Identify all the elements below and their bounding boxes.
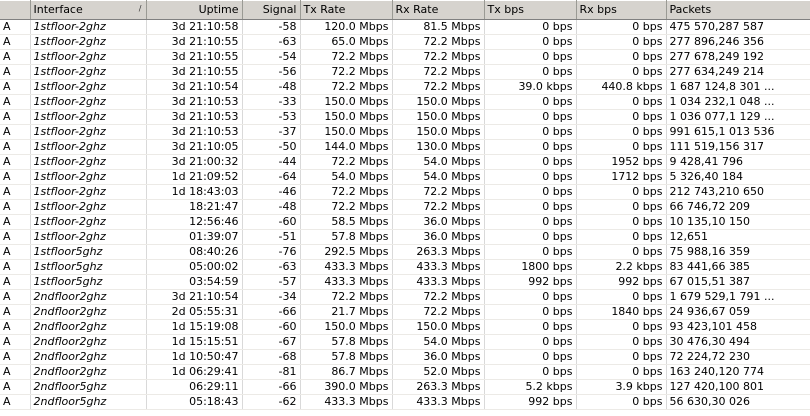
table-row[interactable] bbox=[0, 110, 810, 125]
cell-signal: -34 bbox=[242, 290, 300, 305]
cell-packets: 75 988,16 359 bbox=[666, 245, 810, 260]
cell-tx-rate: 433.3 Mbps bbox=[300, 395, 392, 410]
cell-tx-bps: 0 bps bbox=[484, 245, 576, 260]
cell-packets: 10 135,10 150 bbox=[666, 215, 810, 230]
cell-uptime: 1d 21:09:52 bbox=[146, 170, 242, 185]
cell-uptime: 2d 05:55:31 bbox=[146, 305, 242, 320]
cell-rx-rate: 81.5 Mbps bbox=[392, 20, 484, 35]
cell-packets: 1 687 124,8 301 ... bbox=[666, 80, 810, 95]
cell-flag: A bbox=[0, 65, 30, 80]
table-row[interactable] bbox=[0, 275, 810, 290]
cell-tx-rate: 150.0 Mbps bbox=[300, 95, 392, 110]
cell-uptime: 03:54:59 bbox=[146, 275, 242, 290]
cell-signal: -48 bbox=[242, 80, 300, 95]
cell-interface: 2ndfloor5ghz bbox=[30, 395, 146, 410]
cell-uptime: 1d 10:50:47 bbox=[146, 350, 242, 365]
table-row[interactable] bbox=[0, 125, 810, 140]
cell-interface: 1stfloor-2ghz bbox=[30, 125, 146, 140]
column-header-packets[interactable] bbox=[666, 1, 810, 20]
cell-packets: 475 570,287 587 bbox=[666, 20, 810, 35]
column-header-rx-rate[interactable] bbox=[392, 1, 484, 20]
cell-flag: A bbox=[0, 185, 30, 200]
cell-packets: 24 936,67 059 bbox=[666, 305, 810, 320]
cell-tx-rate: 72.2 Mbps bbox=[300, 80, 392, 95]
cell-tx-rate: 144.0 Mbps bbox=[300, 140, 392, 155]
cell-rx-bps: 0 bps bbox=[576, 350, 666, 365]
cell-rx-bps: 992 bps bbox=[576, 275, 666, 290]
cell-interface: 1stfloor-2ghz bbox=[30, 185, 146, 200]
cell-rx-bps: 1952 bps bbox=[576, 155, 666, 170]
cell-uptime: 05:18:43 bbox=[146, 395, 242, 410]
cell-packets: 111 519,156 317 bbox=[666, 140, 810, 155]
column-header-tx-bps-label: Tx bps bbox=[487, 3, 524, 16]
table-row[interactable] bbox=[0, 230, 810, 245]
cell-signal: -50 bbox=[242, 140, 300, 155]
cell-tx-rate: 390.0 Mbps bbox=[300, 380, 392, 395]
cell-packets: 277 896,246 356 bbox=[666, 35, 810, 50]
column-header-signal-label: Signal bbox=[262, 3, 297, 16]
cell-uptime: 3d 21:10:58 bbox=[146, 20, 242, 35]
table-row[interactable] bbox=[0, 305, 810, 320]
cell-tx-rate: 72.2 Mbps bbox=[300, 200, 392, 215]
table-row[interactable] bbox=[0, 155, 810, 170]
cell-tx-bps: 0 bps bbox=[484, 335, 576, 350]
cell-packets: 1 679 529,1 791 ... bbox=[666, 290, 810, 305]
cell-interface: 2ndfloor2ghz bbox=[30, 350, 146, 365]
cell-rx-rate: 150.0 Mbps bbox=[392, 125, 484, 140]
cell-interface: 2ndfloor5ghz bbox=[30, 380, 146, 395]
cell-tx-bps: 0 bps bbox=[484, 320, 576, 335]
table-body bbox=[0, 20, 810, 410]
cell-tx-rate: 433.3 Mbps bbox=[300, 260, 392, 275]
cell-tx-rate: 86.7 Mbps bbox=[300, 365, 392, 380]
cell-interface: 1stfloor5ghz bbox=[30, 245, 146, 260]
cell-interface: 2ndfloor2ghz bbox=[30, 290, 146, 305]
cell-flag: A bbox=[0, 395, 30, 410]
cell-tx-bps: 5.2 kbps bbox=[484, 380, 576, 395]
cell-interface: 1stfloor-2ghz bbox=[30, 80, 146, 95]
cell-signal: -63 bbox=[242, 35, 300, 50]
cell-packets: 163 240,120 774 bbox=[666, 365, 810, 380]
cell-signal: -56 bbox=[242, 65, 300, 80]
cell-signal: -44 bbox=[242, 155, 300, 170]
cell-packets: 12,651 bbox=[666, 230, 810, 245]
cell-flag: A bbox=[0, 380, 30, 395]
cell-uptime: 01:39:07 bbox=[146, 230, 242, 245]
cell-tx-bps: 0 bps bbox=[484, 65, 576, 80]
cell-rx-rate: 433.3 Mbps bbox=[392, 260, 484, 275]
cell-rx-bps: 0 bps bbox=[576, 50, 666, 65]
cell-interface: 1stfloor-2ghz bbox=[30, 200, 146, 215]
table-row[interactable] bbox=[0, 260, 810, 275]
cell-signal: -66 bbox=[242, 380, 300, 395]
cell-interface: 1stfloor-2ghz bbox=[30, 95, 146, 110]
cell-packets: 127 420,100 801 bbox=[666, 380, 810, 395]
cell-interface: 1stfloor-2ghz bbox=[30, 230, 146, 245]
cell-uptime: 3d 21:10:53 bbox=[146, 95, 242, 110]
cell-flag: A bbox=[0, 215, 30, 230]
column-header-tx-rate-label: Tx Rate bbox=[303, 3, 346, 16]
cell-packets: 1 034 232,1 048 ... bbox=[666, 95, 810, 110]
cell-flag: A bbox=[0, 110, 30, 125]
cell-tx-rate: 72.2 Mbps bbox=[300, 290, 392, 305]
cell-interface: 2ndfloor2ghz bbox=[30, 305, 146, 320]
cell-flag: A bbox=[0, 350, 30, 365]
cell-tx-bps: 0 bps bbox=[484, 350, 576, 365]
cell-tx-rate: 72.2 Mbps bbox=[300, 155, 392, 170]
cell-rx-bps: 0 bps bbox=[576, 200, 666, 215]
cell-signal: -68 bbox=[242, 350, 300, 365]
cell-interface: 1stfloor-2ghz bbox=[30, 65, 146, 80]
cell-rx-bps: 0 bps bbox=[576, 245, 666, 260]
cell-signal: -62 bbox=[242, 395, 300, 410]
cell-packets: 5 326,40 184 bbox=[666, 170, 810, 185]
cell-rx-bps: 1712 bps bbox=[576, 170, 666, 185]
cell-rx-bps: 0 bps bbox=[576, 230, 666, 245]
table-row[interactable] bbox=[0, 95, 810, 110]
table-row[interactable] bbox=[0, 395, 810, 410]
cell-signal: -81 bbox=[242, 365, 300, 380]
cell-tx-bps: 0 bps bbox=[484, 140, 576, 155]
cell-rx-bps: 3.9 kbps bbox=[576, 380, 666, 395]
cell-rx-rate: 72.2 Mbps bbox=[392, 185, 484, 200]
cell-tx-bps: 0 bps bbox=[484, 305, 576, 320]
cell-flag: A bbox=[0, 260, 30, 275]
cell-packets: 72 224,72 230 bbox=[666, 350, 810, 365]
cell-rx-rate: 72.2 Mbps bbox=[392, 35, 484, 50]
cell-flag: A bbox=[0, 155, 30, 170]
cell-tx-rate: 292.5 Mbps bbox=[300, 245, 392, 260]
cell-rx-rate: 150.0 Mbps bbox=[392, 110, 484, 125]
cell-signal: -57 bbox=[242, 275, 300, 290]
cell-packets: 93 423,101 458 bbox=[666, 320, 810, 335]
cell-signal: -58 bbox=[242, 20, 300, 35]
cell-tx-bps: 0 bps bbox=[484, 125, 576, 140]
cell-tx-rate: 150.0 Mbps bbox=[300, 110, 392, 125]
cell-rx-rate: 72.2 Mbps bbox=[392, 65, 484, 80]
cell-interface: 2ndfloor2ghz bbox=[30, 320, 146, 335]
cell-rx-rate: 433.3 Mbps bbox=[392, 395, 484, 410]
cell-signal: -48 bbox=[242, 200, 300, 215]
table-row[interactable] bbox=[0, 380, 810, 395]
cell-uptime: 3d 21:10:53 bbox=[146, 110, 242, 125]
cell-interface: 1stfloor5ghz bbox=[30, 275, 146, 290]
cell-tx-rate: 57.8 Mbps bbox=[300, 350, 392, 365]
cell-uptime: 1d 06:29:41 bbox=[146, 365, 242, 380]
cell-tx-bps: 0 bps bbox=[484, 155, 576, 170]
cell-interface: 1stfloor-2ghz bbox=[30, 155, 146, 170]
cell-flag: A bbox=[0, 140, 30, 155]
table-row[interactable] bbox=[0, 215, 810, 230]
cell-tx-rate: 72.2 Mbps bbox=[300, 185, 392, 200]
column-header-interface[interactable] bbox=[30, 1, 146, 20]
cell-signal: -53 bbox=[242, 110, 300, 125]
cell-packets: 83 441,66 385 bbox=[666, 260, 810, 275]
cell-interface: 1stfloor5ghz bbox=[30, 260, 146, 275]
cell-uptime: 06:29:11 bbox=[146, 380, 242, 395]
cell-uptime: 3d 21:10:55 bbox=[146, 65, 242, 80]
cell-interface: 1stfloor-2ghz bbox=[30, 215, 146, 230]
cell-rx-rate: 36.0 Mbps bbox=[392, 230, 484, 245]
cell-uptime: 3d 21:00:32 bbox=[146, 155, 242, 170]
column-header-uptime[interactable] bbox=[146, 1, 242, 20]
cell-signal: -67 bbox=[242, 335, 300, 350]
cell-signal: -51 bbox=[242, 230, 300, 245]
cell-packets: 277 634,249 214 bbox=[666, 65, 810, 80]
cell-rx-bps: 0 bps bbox=[576, 215, 666, 230]
cell-tx-rate: 150.0 Mbps bbox=[300, 125, 392, 140]
cell-interface: 1stfloor-2ghz bbox=[30, 35, 146, 50]
column-header-rx-bps-label: Rx bps bbox=[579, 3, 617, 16]
cell-signal: -64 bbox=[242, 170, 300, 185]
cell-tx-rate: 150.0 Mbps bbox=[300, 320, 392, 335]
cell-packets: 991 615,1 013 536 bbox=[666, 125, 810, 140]
cell-flag: A bbox=[0, 35, 30, 50]
cell-uptime: 3d 21:10:55 bbox=[146, 50, 242, 65]
cell-signal: -60 bbox=[242, 320, 300, 335]
cell-tx-bps: 0 bps bbox=[484, 95, 576, 110]
cell-interface: 1stfloor-2ghz bbox=[30, 110, 146, 125]
cell-flag: A bbox=[0, 365, 30, 380]
column-header-rx-rate-label: Rx Rate bbox=[395, 3, 439, 16]
cell-rx-rate: 36.0 Mbps bbox=[392, 350, 484, 365]
cell-rx-bps: 0 bps bbox=[576, 95, 666, 110]
cell-rx-bps: 0 bps bbox=[576, 65, 666, 80]
cell-tx-bps: 992 bps bbox=[484, 275, 576, 290]
column-header-interface-label: Interface bbox=[33, 3, 83, 16]
cell-tx-bps: 0 bps bbox=[484, 290, 576, 305]
cell-tx-bps: 39.0 kbps bbox=[484, 80, 576, 95]
cell-rx-bps: 0 bps bbox=[576, 365, 666, 380]
column-header-packets-label: Packets bbox=[669, 3, 712, 16]
cell-tx-bps: 0 bps bbox=[484, 170, 576, 185]
cell-uptime: 1d 15:19:08 bbox=[146, 320, 242, 335]
cell-rx-rate: 54.0 Mbps bbox=[392, 155, 484, 170]
cell-rx-rate: 130.0 Mbps bbox=[392, 140, 484, 155]
cell-tx-bps: 0 bps bbox=[484, 365, 576, 380]
cell-rx-rate: 72.2 Mbps bbox=[392, 290, 484, 305]
cell-packets: 277 678,249 192 bbox=[666, 50, 810, 65]
table-header-row bbox=[0, 1, 810, 20]
cell-uptime: 18:21:47 bbox=[146, 200, 242, 215]
cell-rx-bps: 1840 bps bbox=[576, 305, 666, 320]
cell-interface: 2ndfloor2ghz bbox=[30, 365, 146, 380]
cell-tx-rate: 57.8 Mbps bbox=[300, 335, 392, 350]
cell-rx-bps: 0 bps bbox=[576, 20, 666, 35]
cell-rx-bps: 0 bps bbox=[576, 140, 666, 155]
cell-tx-rate: 54.0 Mbps bbox=[300, 170, 392, 185]
cell-tx-rate: 72.2 Mbps bbox=[300, 65, 392, 80]
cell-rx-rate: 72.2 Mbps bbox=[392, 50, 484, 65]
cell-rx-rate: 72.2 Mbps bbox=[392, 200, 484, 215]
cell-uptime: 12:56:46 bbox=[146, 215, 242, 230]
cell-interface: 1stfloor-2ghz bbox=[30, 50, 146, 65]
column-header-rx-bps[interactable] bbox=[576, 1, 666, 20]
cell-tx-rate: 65.0 Mbps bbox=[300, 35, 392, 50]
table-row[interactable] bbox=[0, 290, 810, 305]
cell-rx-rate: 54.0 Mbps bbox=[392, 335, 484, 350]
table-row[interactable] bbox=[0, 245, 810, 260]
cell-flag: A bbox=[0, 200, 30, 215]
table-row[interactable] bbox=[0, 185, 810, 200]
cell-signal: -63 bbox=[242, 260, 300, 275]
cell-packets: 30 476,30 494 bbox=[666, 335, 810, 350]
table-row[interactable] bbox=[0, 170, 810, 185]
table-row[interactable] bbox=[0, 335, 810, 350]
cell-tx-bps: 0 bps bbox=[484, 215, 576, 230]
table-row[interactable] bbox=[0, 50, 810, 65]
cell-uptime: 3d 21:10:05 bbox=[146, 140, 242, 155]
cell-flag: A bbox=[0, 245, 30, 260]
column-header-signal[interactable] bbox=[242, 1, 300, 20]
cell-rx-rate: 36.0 Mbps bbox=[392, 215, 484, 230]
cell-rx-rate: 54.0 Mbps bbox=[392, 170, 484, 185]
table-row[interactable] bbox=[0, 65, 810, 80]
cell-tx-bps: 0 bps bbox=[484, 50, 576, 65]
cell-rx-bps: 0 bps bbox=[576, 125, 666, 140]
cell-uptime: 3d 21:10:54 bbox=[146, 80, 242, 95]
cell-signal: -60 bbox=[242, 215, 300, 230]
column-header-tx-bps[interactable] bbox=[484, 1, 576, 20]
cell-tx-rate: 72.2 Mbps bbox=[300, 50, 392, 65]
table-row[interactable] bbox=[0, 350, 810, 365]
cell-uptime: 3d 21:10:54 bbox=[146, 290, 242, 305]
cell-rx-rate: 52.0 Mbps bbox=[392, 365, 484, 380]
column-header-tx-rate[interactable] bbox=[300, 1, 392, 20]
column-header-uptime-label: Uptime bbox=[198, 3, 239, 16]
cell-flag: A bbox=[0, 125, 30, 140]
cell-packets: 66 746,72 209 bbox=[666, 200, 810, 215]
cell-rx-bps: 0 bps bbox=[576, 110, 666, 125]
table-row[interactable] bbox=[0, 20, 810, 35]
cell-interface: 1stfloor-2ghz bbox=[30, 140, 146, 155]
cell-interface: 2ndfloor2ghz bbox=[30, 335, 146, 350]
cell-interface: 1stfloor-2ghz bbox=[30, 170, 146, 185]
cell-flag: A bbox=[0, 320, 30, 335]
cell-tx-bps: 0 bps bbox=[484, 35, 576, 50]
cell-signal: -54 bbox=[242, 50, 300, 65]
cell-flag: A bbox=[0, 290, 30, 305]
cell-flag: A bbox=[0, 80, 30, 95]
cell-signal: -46 bbox=[242, 185, 300, 200]
cell-interface: 1stfloor-2ghz bbox=[30, 20, 146, 35]
cell-flag: A bbox=[0, 230, 30, 245]
cell-uptime: 08:40:26 bbox=[146, 245, 242, 260]
cell-flag: A bbox=[0, 335, 30, 350]
cell-tx-bps: 0 bps bbox=[484, 200, 576, 215]
cell-tx-rate: 433.3 Mbps bbox=[300, 275, 392, 290]
table-row[interactable] bbox=[0, 365, 810, 380]
cell-rx-rate: 72.2 Mbps bbox=[392, 80, 484, 95]
cell-flag: A bbox=[0, 50, 30, 65]
cell-packets: 9 428,41 796 bbox=[666, 155, 810, 170]
cell-flag: A bbox=[0, 170, 30, 185]
cell-rx-bps: 0 bps bbox=[576, 35, 666, 50]
column-header-flag[interactable] bbox=[0, 1, 30, 20]
cell-tx-bps: 992 bps bbox=[484, 395, 576, 410]
cell-packets: 1 036 077,1 129 ... bbox=[666, 110, 810, 125]
cell-tx-rate: 120.0 Mbps bbox=[300, 20, 392, 35]
cell-tx-bps: 0 bps bbox=[484, 185, 576, 200]
cell-rx-bps: 2.2 kbps bbox=[576, 260, 666, 275]
table-row[interactable] bbox=[0, 140, 810, 155]
cell-rx-bps: 0 bps bbox=[576, 395, 666, 410]
table-row[interactable] bbox=[0, 35, 810, 50]
cell-uptime: 05:00:02 bbox=[146, 260, 242, 275]
cell-signal: -76 bbox=[242, 245, 300, 260]
cell-signal: -66 bbox=[242, 305, 300, 320]
cell-rx-rate: 150.0 Mbps bbox=[392, 320, 484, 335]
cell-signal: -33 bbox=[242, 95, 300, 110]
cell-packets: 212 743,210 650 bbox=[666, 185, 810, 200]
cell-rx-rate: 72.2 Mbps bbox=[392, 305, 484, 320]
cell-rx-rate: 263.3 Mbps bbox=[392, 245, 484, 260]
cell-tx-rate: 58.5 Mbps bbox=[300, 215, 392, 230]
cell-rx-rate: 263.3 Mbps bbox=[392, 380, 484, 395]
cell-rx-rate: 433.3 Mbps bbox=[392, 275, 484, 290]
cell-packets: 56 630,30 026 bbox=[666, 395, 810, 410]
table-row[interactable] bbox=[0, 320, 810, 335]
sort-indicator-icon: / bbox=[138, 4, 142, 13]
cell-uptime: 3d 21:10:55 bbox=[146, 35, 242, 50]
cell-rx-bps: 0 bps bbox=[576, 335, 666, 350]
cell-signal: -37 bbox=[242, 125, 300, 140]
cell-rx-bps: 0 bps bbox=[576, 290, 666, 305]
table-row[interactable] bbox=[0, 80, 810, 95]
cell-packets: 67 015,51 387 bbox=[666, 275, 810, 290]
cell-flag: A bbox=[0, 95, 30, 110]
cell-rx-rate: 150.0 Mbps bbox=[392, 95, 484, 110]
cell-flag: A bbox=[0, 305, 30, 320]
cell-uptime: 1d 15:15:51 bbox=[146, 335, 242, 350]
cell-flag: A bbox=[0, 275, 30, 290]
cell-tx-rate: 57.8 Mbps bbox=[300, 230, 392, 245]
cell-uptime: 3d 21:10:53 bbox=[146, 125, 242, 140]
cell-tx-bps: 0 bps bbox=[484, 230, 576, 245]
cell-tx-bps: 0 bps bbox=[484, 110, 576, 125]
cell-uptime: 1d 18:43:03 bbox=[146, 185, 242, 200]
cell-flag: A bbox=[0, 20, 30, 35]
cell-tx-bps: 1800 bps bbox=[484, 260, 576, 275]
table-row[interactable] bbox=[0, 200, 810, 215]
cell-rx-bps: 0 bps bbox=[576, 320, 666, 335]
cell-tx-bps: 0 bps bbox=[484, 20, 576, 35]
cell-rx-bps: 0 bps bbox=[576, 185, 666, 200]
cell-tx-rate: 21.7 Mbps bbox=[300, 305, 392, 320]
cell-rx-bps: 440.8 kbps bbox=[576, 80, 666, 95]
